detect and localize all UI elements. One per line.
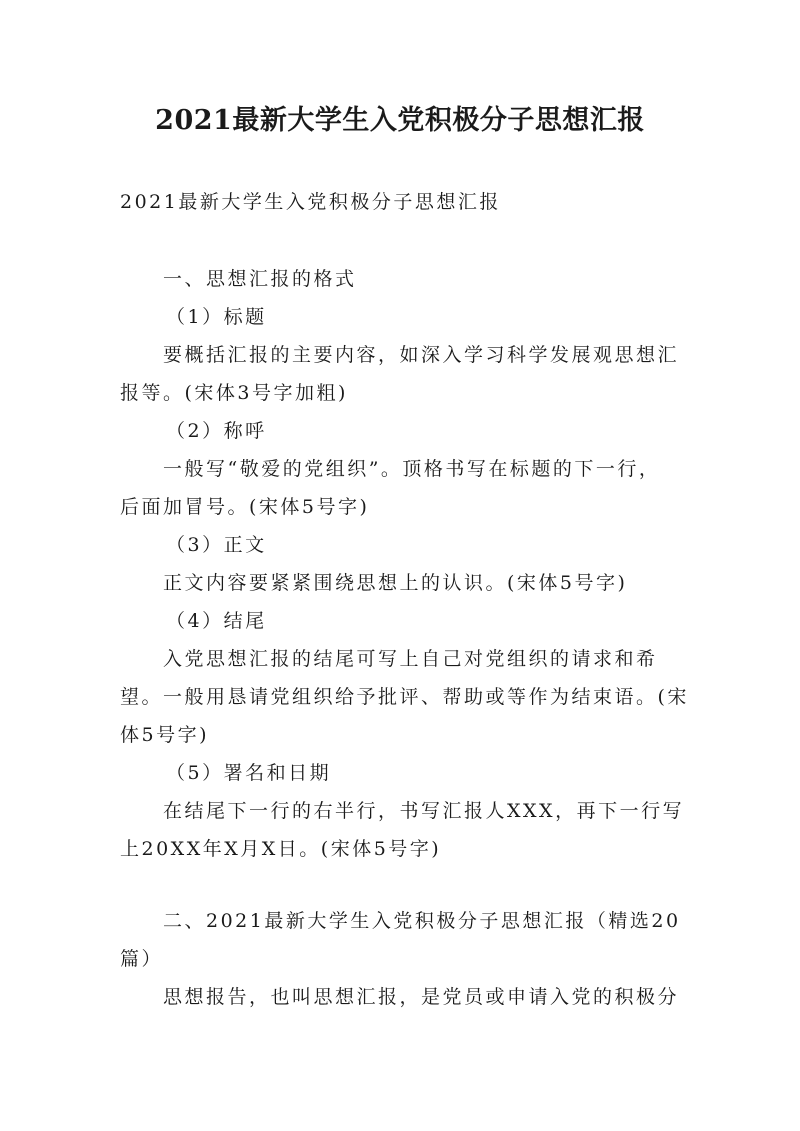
section-heading-reports-cont: 篇） bbox=[120, 948, 164, 970]
item-text-line: 报等。(宋体3号字加粗) bbox=[120, 382, 348, 404]
item-text-line: 上20XX年X月X日。(宋体5号字) bbox=[120, 838, 442, 860]
section-heading-format: 一、思想汇报的格式 bbox=[163, 268, 357, 290]
document-subtitle: 2021最新大学生入党积极分子思想汇报 bbox=[120, 191, 501, 213]
item-text-line: 体5号字) bbox=[120, 724, 210, 746]
item-text-line: 在结尾下一行的右半行，书写汇报人XXX，再下一行写 bbox=[163, 800, 685, 822]
item-text-line: 要概括汇报的主要内容，如深入学习科学发展观思想汇 bbox=[163, 344, 680, 366]
item-text-line: 入党思想汇报的结尾可写上自己对党组织的请求和希 bbox=[163, 648, 658, 670]
item-label-title: （1）标题 bbox=[166, 306, 267, 328]
document-title: 2021最新大学生入党积极分子思想汇报 bbox=[155, 105, 645, 136]
item-label-salutation: （2）称呼 bbox=[166, 420, 267, 442]
item-text-line: 望。一般用恳请党组织给予批评、帮助或等作为结束语。(宋 bbox=[120, 686, 689, 708]
section-heading-reports: 二、2021最新大学生入党积极分子思想汇报（精选20 bbox=[163, 910, 681, 932]
item-label-body: （3）正文 bbox=[166, 534, 267, 556]
section-text-line: 思想报告，也叫思想汇报，是党员或申请入党的积极分 bbox=[163, 986, 680, 1008]
item-text-line: 后面加冒号。(宋体5号字) bbox=[120, 496, 370, 518]
item-label-ending: （4）结尾 bbox=[166, 610, 267, 632]
item-text-line: 一般写“敬爱的党组织”。顶格书写在标题的下一行， bbox=[163, 458, 661, 480]
item-text-line: 正文内容要紧紧围绕思想上的认识。(宋体5号字) bbox=[163, 572, 628, 594]
item-label-signature-date: （5）署名和日期 bbox=[166, 762, 332, 784]
